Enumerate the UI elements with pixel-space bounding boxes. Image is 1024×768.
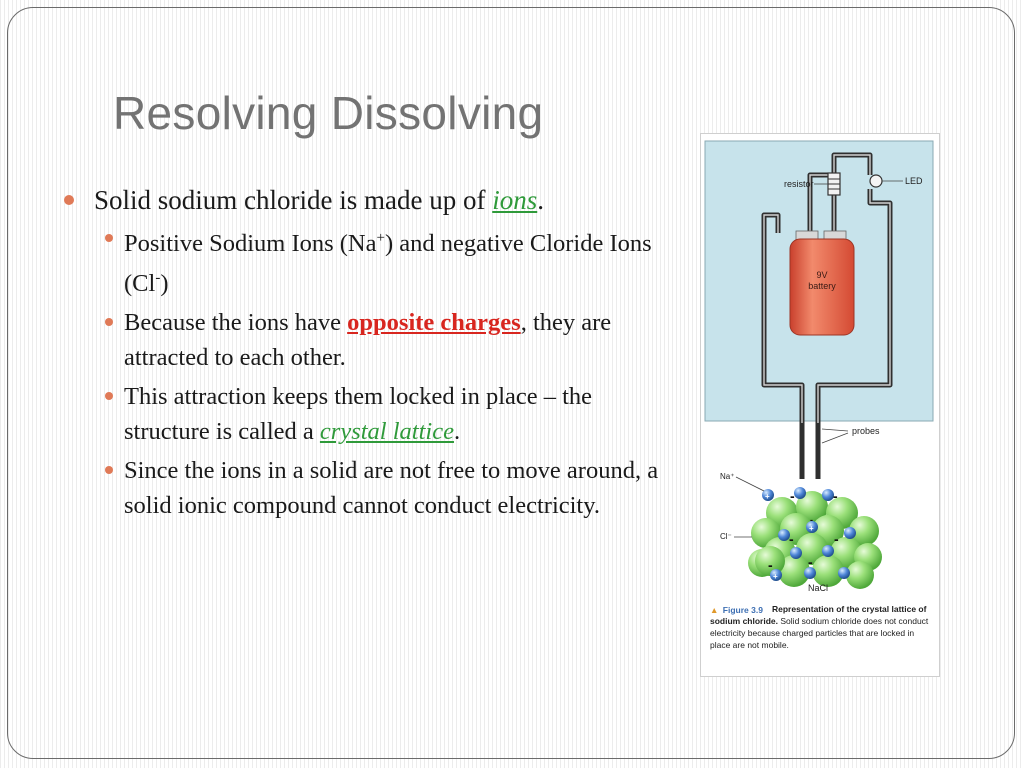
caption-triangle-icon: ▲ [710,605,719,615]
charge-plus: + [765,492,770,501]
caption-rest: Solid sodium chloride does not conduct electricity because charged particles that are locked in place are not mobile. [710,616,929,650]
bullet-2-text-3: ) [160,270,169,298]
charge-minus: - [768,557,773,573]
bullet-2-text-1: Positive Sodium Ions (Na [124,230,377,258]
bullet-5-text: Since the ions in a solid are not free to move around, a solid ionic compound cannot conduct electricity. [124,457,659,520]
sodium-ion [822,545,834,557]
battery-label-name: battery [808,281,836,291]
sub-bullet-dot-icon [105,318,113,326]
bullet-2 [62,221,677,301]
bullet-3 [62,305,677,375]
chloride-ion [846,561,874,589]
battery-label-voltage: 9V [816,270,828,280]
bullet-3-text-2: , they are attracted to each other. [124,309,612,372]
charge-minus: - [810,515,813,525]
bullet-3-text-1: Because the ions have [124,309,348,337]
sodium-label: Na⁺ [720,472,735,481]
ions-link[interactable]: ions [492,185,538,215]
cl-charge: - [155,270,161,287]
charge-minus: - [790,488,795,504]
nacl-label: NaCl [807,583,829,593]
sub-bullet-dot-icon [105,234,113,242]
na-charge: + [376,230,385,246]
bullet-5 [62,453,677,523]
sodium-ion [844,527,856,539]
led-label: LED [905,176,923,186]
bullet-4-text-1: This attraction keeps them locked in place – the structure is called a [124,383,593,446]
charge-plus: + [809,524,814,533]
sodium-ion [838,567,850,579]
sodium-ion [790,547,802,559]
slide-title: Resolving Dissolving [113,87,544,139]
charge-plus: + [773,572,778,581]
bullet-2-text-2: ) and negative Cloride Ions (Cl [124,230,652,298]
charge-minus: - [808,554,813,570]
charge-minus: - [789,531,794,547]
caption-text-box [710,603,934,667]
sodium-ion [794,487,806,499]
led-icon [870,175,882,187]
charge-minus: - [834,531,839,547]
sub-bullet-dot-icon [105,466,113,474]
probes-label: probes [852,426,880,436]
charge-minus: - [833,488,838,504]
bullet-list [62,183,677,527]
caption-figure-label: Figure 3.9 [722,605,763,615]
opposite-charges-emphasis: opposite charges [347,309,521,337]
bullet-1-text: Solid sodium chloride is made up of [94,185,493,215]
nacl-figure [700,133,940,677]
bullet-1-end: . [537,185,544,215]
bullet-dot-icon [64,195,74,205]
bullet-1 [62,183,677,217]
sub-bullet-dot-icon [105,392,113,400]
bullet-4 [62,379,677,449]
resistor-label: resistor [784,179,814,189]
chloride-label: Cl⁻ [720,532,732,541]
crystal-lattice-link[interactable]: crystal lattice [319,418,454,446]
caption-bold: Representation of the crystal lattice of sodium chloride. [710,604,927,626]
bullet-4-end: . [453,418,461,446]
